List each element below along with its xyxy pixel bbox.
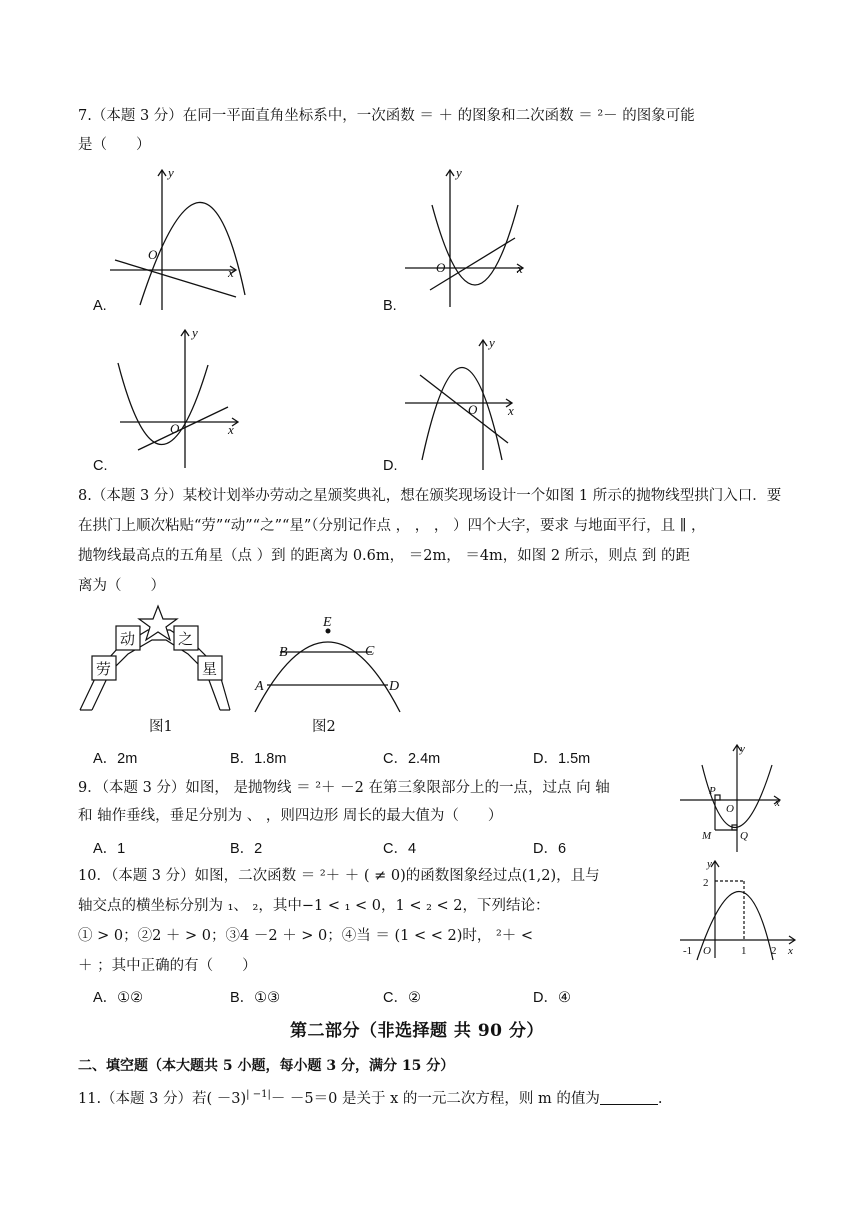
q10-option-a: A．①② xyxy=(93,990,144,1006)
q10-stem-line3: ① > 0；②2 ＋ > 0；③4 －2 ＋ > 0；④当 ＝ (1 < < 2)时， ²＋ < xyxy=(78,928,534,944)
q10-option-b: B．①③ xyxy=(230,990,281,1006)
q7-option-a: A. xyxy=(93,298,107,314)
section2-title: 二、填空题（本大题共 5 小题，每小题 3 分，满分 15 分） xyxy=(78,1058,455,1074)
q9-option-b: B．2 xyxy=(230,841,263,857)
q7-stem-line2: 是（ ） xyxy=(78,137,151,153)
origin-label: O xyxy=(436,260,446,275)
point-p: P xyxy=(709,785,716,797)
char-dong: 动 xyxy=(120,630,136,648)
q9-stem-line1: 9．（本题 3 分）如图， 是抛物线 ＝ ²＋ －2 在第三象限部分上的一点，过点 向 轴 xyxy=(78,780,610,796)
point-b: B xyxy=(279,645,288,660)
q9-option-d: D．6 xyxy=(533,841,567,857)
q11-answer-blank[interactable] xyxy=(600,1090,658,1105)
y-axis-label: y xyxy=(168,165,174,180)
q7-graph-d xyxy=(400,335,540,475)
q8-stem-line1: 8.（本题 3 分）某校计划举办劳动之星颁奖典礼，想在颁奖现场设计一个如图 1 所示的抛物线型拱门入口．要 xyxy=(78,488,782,504)
q10-option-d: D．④ xyxy=(533,990,571,1006)
fig1-caption: 图1 xyxy=(149,719,173,735)
q10-stem-line2: 轴交点的横坐标分别为 ₁、 ₂，其中−1 < ₁ < 0，1 < ₂ < 2，下列结论： xyxy=(78,898,550,914)
tick-x-neg1: -1 xyxy=(683,945,693,957)
q7-option-d: D. xyxy=(383,458,398,474)
x-axis-label: x xyxy=(517,261,523,276)
q9-stem-line2: 和 轴作垂线，垂足分别为 、 ，则四边形 周长的最大值为（ ） xyxy=(78,808,503,824)
x-axis-label: x xyxy=(508,403,514,418)
q8-option-b: B．1.8m xyxy=(230,751,287,767)
q7-graph-a xyxy=(110,165,250,310)
q10-option-c: C．② xyxy=(383,990,421,1006)
q7-graph-b xyxy=(400,165,540,310)
point-e: E xyxy=(323,615,332,630)
tick-y-2: 2 xyxy=(703,877,709,889)
q7-option-c: C. xyxy=(93,458,108,474)
x-axis-label: x xyxy=(228,265,234,280)
point-d: D xyxy=(389,679,400,694)
q8-stem-line4: 离为（ ） xyxy=(78,578,165,594)
q8-figure-2 xyxy=(250,612,410,717)
q11-exponent: | −1| xyxy=(246,1089,271,1100)
y-axis-label: y xyxy=(192,325,198,340)
x-axis-label: x xyxy=(775,797,780,809)
q11-text2: － －5＝0 是关于 x 的一元二次方程，则 m 的值为 xyxy=(270,1090,600,1107)
char-xing: 星 xyxy=(202,660,218,678)
q9-option-a: A．1 xyxy=(93,841,126,857)
y-axis-label: y xyxy=(489,335,495,350)
q8-stem-line3: 抛物线最高点的五角星（点 ）到 的距离为 0.6m， ＝2m， ＝4m，如图 2 所示，则点 到 的距 xyxy=(78,548,690,564)
point-m: M xyxy=(702,830,712,842)
q7-stem-line1: 7.（本题 3 分）在同一平面直角坐标系中，一次函数 ＝ ＋ 的图象和二次函数 ＝ ²－ 的图象可能 xyxy=(78,108,695,124)
point-c: C xyxy=(365,644,375,659)
q8-option-a: A．2m xyxy=(93,751,138,767)
q7-graph-c xyxy=(110,325,250,470)
q10-stem-line4: ＋ ；其中正确的有（ ） xyxy=(78,958,257,974)
origin-label: O xyxy=(726,803,734,815)
q9-option-c: C．4 xyxy=(383,841,417,857)
fig2-caption: 图2 xyxy=(312,719,336,735)
q11-text: 11.（本题 3 分）若( －3) xyxy=(78,1090,247,1107)
point-q: Q xyxy=(740,830,748,842)
part2-title: 第二部分（非选择题 共 90 分） xyxy=(290,1021,544,1041)
tick-x-1: 1 xyxy=(741,945,747,957)
q11-end: . xyxy=(657,1090,663,1107)
origin-label: O xyxy=(148,247,158,262)
origin-label: O xyxy=(170,421,180,436)
point-a: A xyxy=(255,679,264,694)
y-axis-label: y xyxy=(740,743,745,755)
q10-stem-line1: 10．（本题 3 分）如图，二次函数 ＝ ²＋ ＋ ( ≠ 0)的函数图象经过点(1,2)，且与 xyxy=(78,868,600,884)
char-lao: 劳 xyxy=(96,660,112,678)
q10-graph xyxy=(675,858,800,963)
y-axis-label: y xyxy=(707,858,712,870)
q8-option-d: D．1.5m xyxy=(533,751,591,767)
y-axis-label: y xyxy=(456,165,462,180)
q7-option-b: B. xyxy=(383,298,397,314)
origin-label: O xyxy=(468,402,478,417)
q8-stem-line2: 在拱门上顺次粘贴“劳”“动”“之”“星”（分别记作点 ， ， ， ）四个大字，要求 与地面平行，且 ∥ ， xyxy=(78,518,706,534)
q9-graph xyxy=(680,740,785,855)
q11-stem xyxy=(78,1085,662,1109)
x-axis-label: x xyxy=(228,422,234,437)
q8-option-c: C．2.4m xyxy=(383,751,441,767)
x-axis-label: x xyxy=(788,945,793,957)
char-zhi: 之 xyxy=(178,630,194,648)
tick-x-2: 2 xyxy=(771,945,777,957)
q8-figure-1 xyxy=(78,600,238,720)
origin-label: O xyxy=(703,945,711,957)
